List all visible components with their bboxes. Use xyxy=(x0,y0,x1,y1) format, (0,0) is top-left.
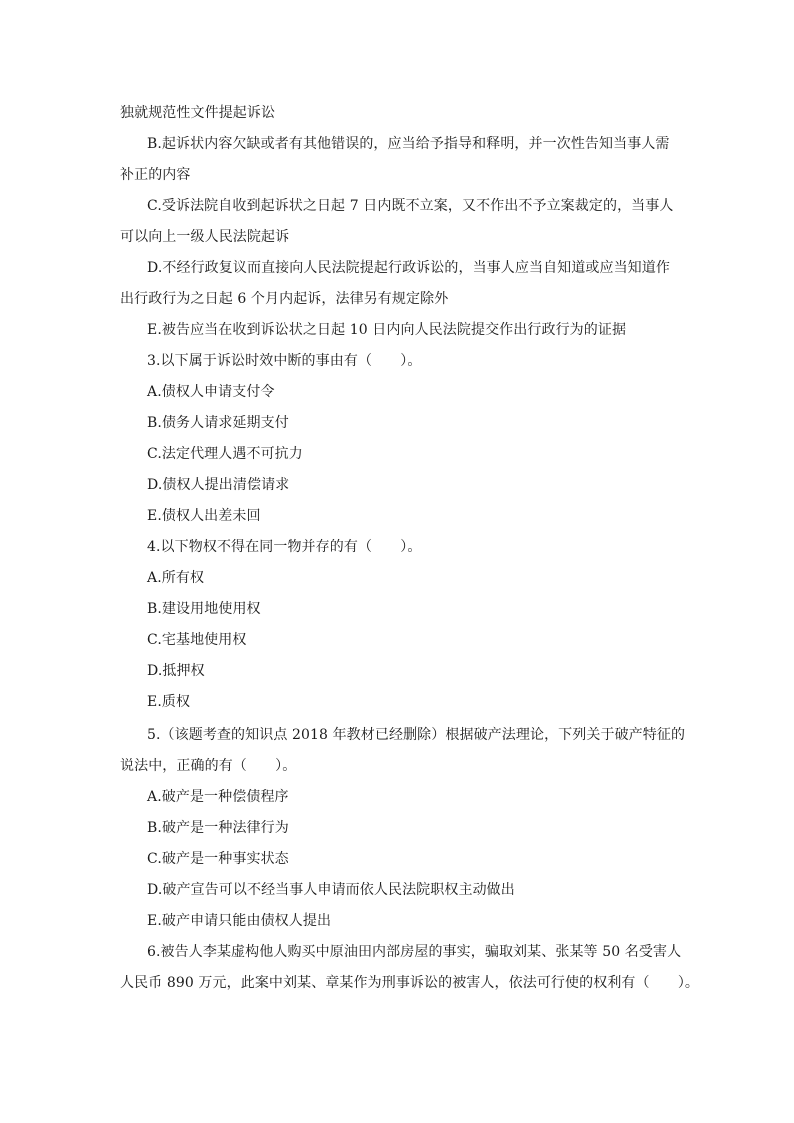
option-c-line-1: C.受诉法院自收到起诉状之日起 7 日内既不立案，又不作出不予立案裁定的，当事人 xyxy=(147,198,674,214)
question-5-line-2: 说法中，正确的有（ ）。 xyxy=(120,758,297,774)
option-b-line-2: 补正的内容 xyxy=(120,167,191,183)
q3-option-e: E.债权人出差未回 xyxy=(147,508,261,524)
q5-option-e: E.破产申请只能由债权人提出 xyxy=(147,913,332,929)
q4-option-e: E.质权 xyxy=(147,694,191,710)
q3-option-c: C.法定代理人遇不可抗力 xyxy=(147,446,303,462)
option-d-line-2: 出行政行为之日起 6 个月内起诉，法律另有规定除外 xyxy=(120,291,449,307)
question-3: 3.以下属于诉讼时效中断的事由有（ ）。 xyxy=(147,353,422,369)
question-5-line-1: 5.（该题考查的知识点 2018 年教材已经删除）根据破产法理论，下列关于破产特征的 xyxy=(147,727,686,743)
q5-option-a: A.破产是一种偿债程序 xyxy=(147,789,289,805)
question-4: 4.以下物权不得在同一物并存的有（ ）。 xyxy=(147,539,422,555)
question-6-line-1: 6.被告人李某虚构他人购买中原油田内部房屋的事实，骗取刘某、张某等 50 名受害人 xyxy=(147,944,682,960)
q3-option-a: A.债权人申请支付令 xyxy=(147,384,275,400)
q4-option-b: B.建设用地使用权 xyxy=(147,601,261,617)
text-line-continuation: 独就规范性文件提起诉讼 xyxy=(120,105,276,121)
option-d-line-1: D.不经行政复议而直接向人民法院提起行政诉讼的，当事人应当自知道或应当知道作 xyxy=(147,260,670,276)
option-b-line-1: B.起诉状内容欠缺或者有其他错误的，应当给予指导和释明，并一次性告知当事人需 xyxy=(147,136,670,152)
option-e-line: E.被告应当在收到诉讼状之日起 10 日内向人民法院提交作出行政行为的证据 xyxy=(147,322,627,338)
q3-option-d: D.债权人提出清偿请求 xyxy=(147,477,290,493)
q4-option-c: C.宅基地使用权 xyxy=(147,632,247,648)
q5-option-b: B.破产是一种法律行为 xyxy=(147,820,289,836)
question-6-line-2: 人民币 890 万元，此案中刘某、章某作为刑事诉讼的被害人，依法可行使的权利有（ ）。 xyxy=(120,975,700,991)
q4-option-d: D.抵押权 xyxy=(147,663,205,679)
option-c-line-2: 可以向上一级人民法院起诉 xyxy=(120,229,290,245)
q3-option-b: B.债务人请求延期支付 xyxy=(147,415,289,431)
q5-option-c: C.破产是一种事实状态 xyxy=(147,851,289,867)
q4-option-a: A.所有权 xyxy=(147,570,205,586)
q5-option-d: D.破产宣告可以不经当事人申请而依人民法院职权主动做出 xyxy=(147,882,515,898)
